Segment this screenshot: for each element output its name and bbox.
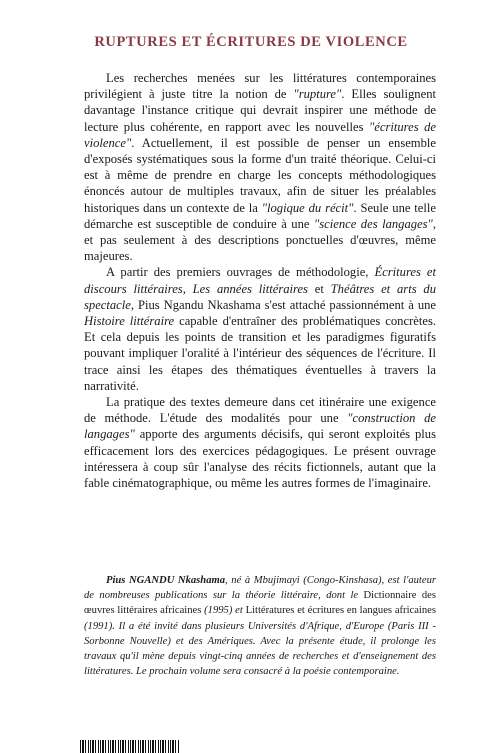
text-span: (1991). Il a été invité dans plusieurs Universités d'Afrique, d'Europe (Paris III - Sorbonne Nouvelle) et des Amériques. Avec la présente étude, il prolonge les travaux qu'il mène depuis vingt-cinq années de recherches et d'enseignement des littératures. Le prochain volume sera consacré à la poésie contemporaine. [84,620,436,678]
text-span: . Elles soulignent davantage l'instance critique qui devrait inspirer une méthode de lecture plus cohérente, en rapport avec les nouvelles [84,87,436,134]
barcode-image [80,740,180,753]
text-span: capable d'entraîner des problématiques concrètes. Et cela depuis les points de transition et les paradigmes figuratifs pouvant impliquer l'oralité à l'intérieur des séquences de l'écriture. Il trace ainsi les étapes des thématiques éventuelles à travers la narrativité. [84,314,436,393]
text-span: La pratique des textes demeure dans cet itinéraire une exigence de méthode. L'étude des modalités pour une [84,395,436,426]
text-span: , et pas seulement à des descriptions ponctuelles d'œuvres, même majeures. [84,216,436,264]
text-span: , né à Mbujimayi (Congo-Kinshasa), est l'auteur de nombreuses publications sur la théorie littéraire, dont le [84,575,436,602]
text-span: A partir des premiers ouvrages de méthodologie, [106,265,375,280]
author-name: Pius NGANDU Nkashama [106,575,226,586]
paragraph-3 [84,394,436,491]
emphasis: "construction de langages" [84,411,436,442]
emphasis: "logique du récit" [261,200,354,215]
emphasis: "écritures de violence" [84,119,437,150]
book-title: Théâtres et arts du spectacle [84,281,436,312]
text-span: et [307,281,331,296]
text-span: . Seule une telle démarche est susceptible de conduire à une [84,200,436,231]
page-title: RUPTURES ET ÉCRITURES DE VIOLENCE [94,34,408,50]
summary-text [84,70,436,491]
text-span: apporte des arguments décisifs, qui seront exploités plus efficacement lors des exercices pédagogiques. Le présent ouvrage intéressera à coup sûr l'analyse des récits fictionnels, autant que la fable cinématographique, ou même les autres formes de l'imaginaire. [84,427,436,491]
paragraph-1 [84,70,436,264]
author-bio [84,573,436,679]
bio-paragraph [84,573,436,679]
text-span: (1995) et [201,605,246,617]
emphasis: "rupture" [293,87,342,102]
emphasis: "science des langages" [313,216,433,231]
paragraph-2 [84,264,436,394]
book-title: Dictionnaire des œuvres littéraires africaines [84,590,436,617]
text-span: , Pius Ngandu Nkashama s'est attaché passionnément à une [130,297,436,312]
book-title: Écritures et discours littéraires, Les années littéraires [84,265,437,296]
book-title: Littératures et écritures en langues africaines [245,605,436,617]
text-span: Les recherches menées sur les littératures contemporaines privilégient à juste titre la notion de [84,71,436,102]
book-title: Histoire littéraire [84,314,175,329]
text-span: . Actuellement, il est possible de penser un ensemble d'exposés systématiques sous la forme d'un traité théorique. Celui-ci est à même de prendre en charge les concepts méthodologiques énoncés autour de multiples travaux, afin de situer les préalables historiques dans un contexte de la [84,135,436,215]
